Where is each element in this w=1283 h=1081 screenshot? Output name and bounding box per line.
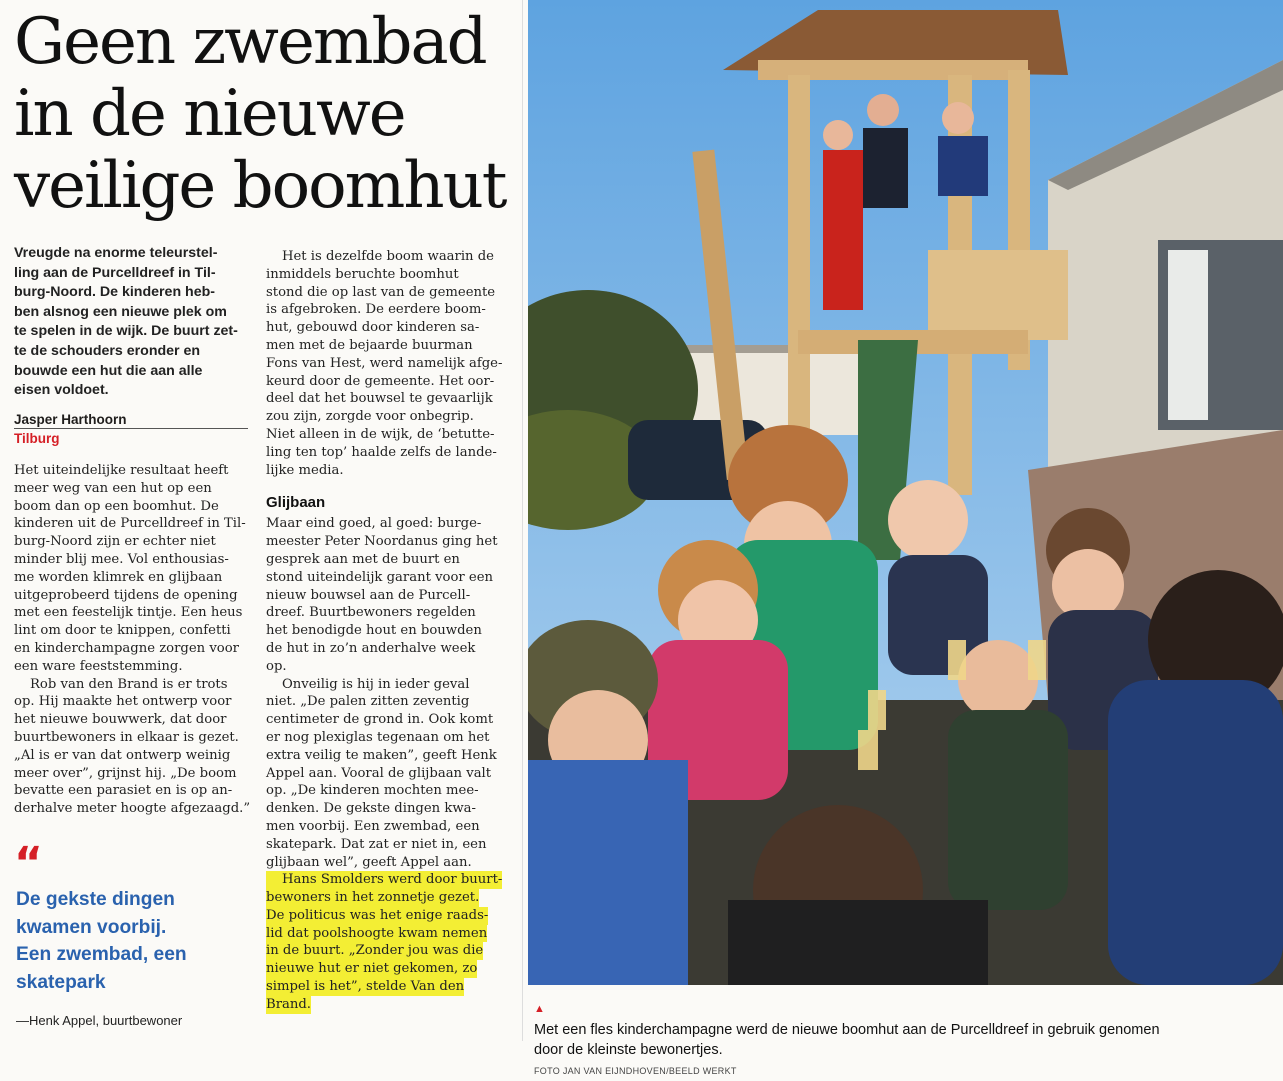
headline-line: veilige boomhut	[14, 150, 514, 222]
column-divider	[522, 0, 523, 1041]
paragraph: Het uiteindelijke resultaat heeft meer weg van een hut op een boom dan op een boomhut. De kinderen uit de Purcelldreef in Til- burg-Noord zijn er echter niet minder blij mee. Vol enthousias- me worden klimrek en glijbaan uitgeprobeerd tijdens de opening met een feestelijk tintje. Een heus lint om door te knippen, confetti en kinderchampagne zorgen voor een ware feeststemming.	[14, 462, 250, 676]
intro-line: eisen voldoet.	[14, 381, 254, 401]
photo-credit: FOTO JAN VAN EIJNDHOVEN/BEELD WERKT	[534, 1061, 1279, 1081]
photo-caption	[534, 999, 1279, 1081]
author-byline: Jasper Harthoorn	[14, 412, 248, 429]
caption-line-2: door de kleinste bewonertjes. FOTO JAN VAN EIJNDHOVEN/BEELD WERKT	[534, 1040, 1279, 1081]
treehouse-photo-illustration	[528, 0, 1283, 985]
intro-line: te de schouders eronder en	[14, 342, 254, 362]
headline	[14, 6, 514, 222]
paragraph: Onveilig is hij in ieder geval niet. „De palen zitten zeventig centimeter de grond in. Ook komt er nog plexiglas tegenaan om het extra veilig te maken”, geeft Henk Appel aan. Vooral de glijbaan valt op. „De kinderen mochten mee- denken. De gekste dingen kwa- men voorbij. Een zwembad, een skatepark. Dat zat er niet in, een glijbaan wel”, geeft Appel aan.	[266, 676, 518, 872]
intro-line: ling aan de Purcelldreef in Til-	[14, 264, 254, 284]
headline-line: in de nieuwe	[14, 78, 514, 150]
intro-line: ben alsnog een nieuwe plek om	[14, 303, 254, 323]
pull-quote: De gekste dingen kwamen voorbij. Een zwembad, een skatepark	[16, 886, 256, 996]
headline-line: Geen zwembad	[14, 6, 514, 78]
intro-line: burg-Noord. De kinderen heb-	[14, 283, 254, 303]
paragraph: Maar eind goed, al goed: burge- meester Peter Noordanus ging het gesprek aan met de buurt en stond uiteindelijk garant voor een nieuw bouwsel aan de Purcell- dreef. Buurtbewoners regelden het benodigde hout en bouwden de hut in zo’n anderhalve week op.	[266, 515, 518, 675]
article-column-1	[14, 462, 250, 818]
intro-line: te spelen in de wijk. De buurt zet-	[14, 322, 254, 342]
subheading: Glijbaan	[266, 493, 518, 512]
article-column-2	[266, 248, 518, 1014]
paragraph: Rob van den Brand is er trots op. Hij maakte het ontwerp voor het nieuwe bouwwerk, dat door buurtbewoners in elkaar is gezet. „Al is er van dat ontwerp weinig meer over”, grijnst hij. „De boom bevatte een parasiet en is op an- derhalve meter hoogte afgezaagd.”	[14, 676, 250, 818]
intro-line: Vreugde na enorme teleurstel-	[14, 244, 254, 264]
intro-lead	[14, 244, 254, 401]
caption-line-1: ▲ Met een fles kinderchampagne werd de nieuwe boomhut aan de Purcelldreef in gebruik genomen	[534, 999, 1279, 1040]
highlighted-paragraph: Hans Smolders werd door buurt- bewoners in het zonnetje gezet. De politicus was het enige raads- lid dat poolshoogte kwam nemen in de buurt. „Zonder jou was die nieuwe hut er niet gekomen, zo simpel is het”, stelde Van den Brand.	[266, 871, 518, 1013]
intro-line: bouwde een hut die aan alle	[14, 362, 254, 382]
quote-mark-icon: “	[14, 844, 43, 884]
paragraph: Het is dezelfde boom waarin de inmiddels beruchte boomhut stond die op last van de gemeente is afgebroken. De eerdere boom- hut, gebouwd door kinderen sa- men met de bejaarde buurman Fons van Hest, werd namelijk afge- keurd door de gemeente. Het oor- deel dat het bouwsel te gevaarlijk zou zijn, zorgde voor onbegrip. Niet alleen in de wijk, de ‘betutte- ling ten top’ haalde zelfs de lande- lijke media.	[266, 248, 518, 479]
article-photo	[528, 0, 1283, 985]
dateline-place: Tilburg	[14, 431, 60, 446]
caption-marker-icon: ▲	[534, 999, 1279, 1020]
quote-attribution: —Henk Appel, buurtbewoner	[16, 1013, 182, 1028]
